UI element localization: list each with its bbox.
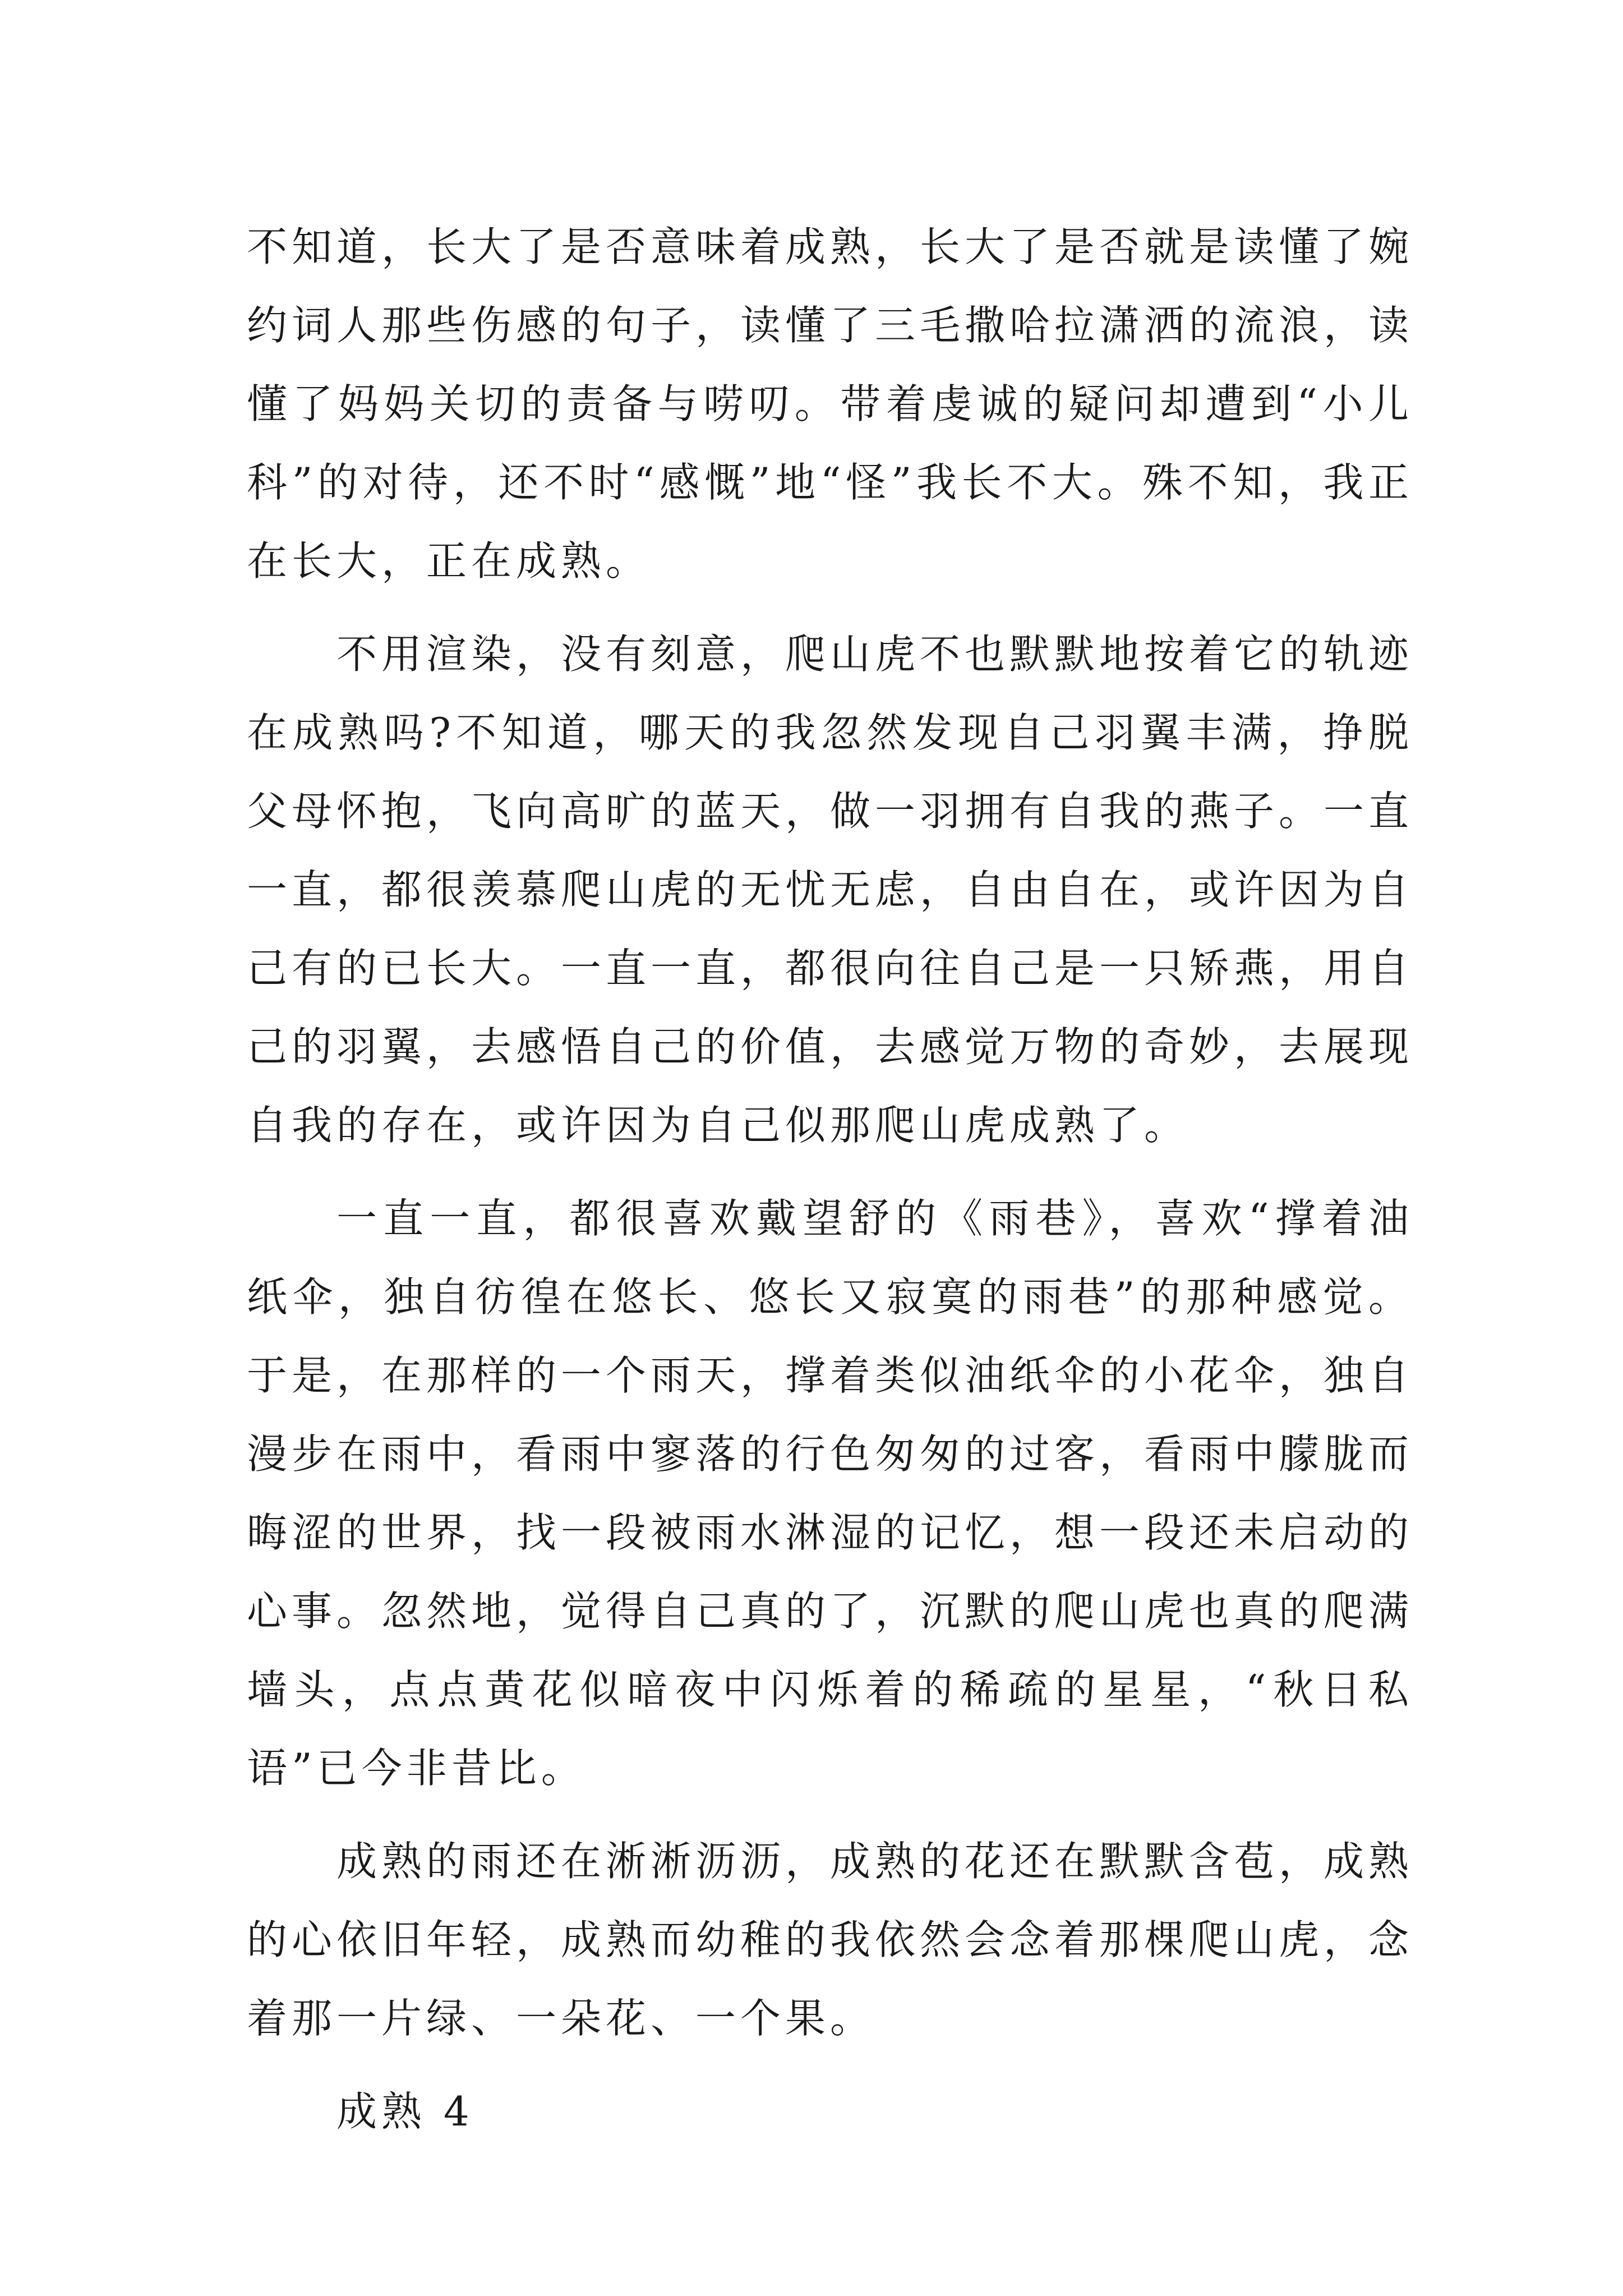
paragraph-3: 一直一直，都很喜欢戴望舒的《雨巷》，喜欢“撑着油纸伞，独自彷徨在悠长、悠长又寂寞的雨巷”的那种感觉。于是，在那样的一个雨天，撑着类似油纸伞的小花伞，独自漫步在雨中，看雨中寥落的行色匆匆的过客，看雨中朦胧而晦涩的世界，找一段被雨水淋湿的记忆，想一段还未启动的心事。忽然地，觉得自己真的了，沉默的爬山虎也真的爬满墙头，点点黄花似暗夜中闪烁着的稀疏的星星，“秋日私语”已今非昔比。 xyxy=(247,1195,1414,1792)
paragraph-1: 不知道，长大了是否意味着成熟，长大了是否就是读懂了婉约词人那些伤感的句子，读懂了三毛撒哈拉潇洒的流浪，读懂了妈妈关切的责备与唠叨。带着虔诚的疑问却遭到“小儿科”的对待，还不时“感慨”地“怪”我长不大。殊不知，我正在长大，正在成熟。 xyxy=(247,223,1414,585)
section-heading: 成熟 4 xyxy=(336,2088,474,2135)
body-text xyxy=(247,208,1413,2165)
paragraph-4: 成熟的雨还在淅淅沥沥，成熟的花还在默默含苞，成熟的心依旧年轻，成熟而幼稚的我依然会念着那棵爬山虎，念着那一片绿、一朵花、一个果。 xyxy=(247,1838,1414,2042)
paragraph-2: 不用渲染，没有刻意，爬山虎不也默默地按着它的轨迹在成熟吗?不知道，哪天的我忽然发现自己羽翼丰满，挣脱父母怀抱，飞向高旷的蓝天，做一羽拥有自我的燕子。一直一直，都很羡慕爬山虎的无忧无虑，自由自在，或许因为自己有的已长大。一直一直，都很向往自己是一只矫燕，用自己的羽翼，去感悟自己的价值，去感觉万物的奇妙，去展现自我的存在，或许因为自己似那爬山虎成熟了。 xyxy=(247,631,1414,1149)
